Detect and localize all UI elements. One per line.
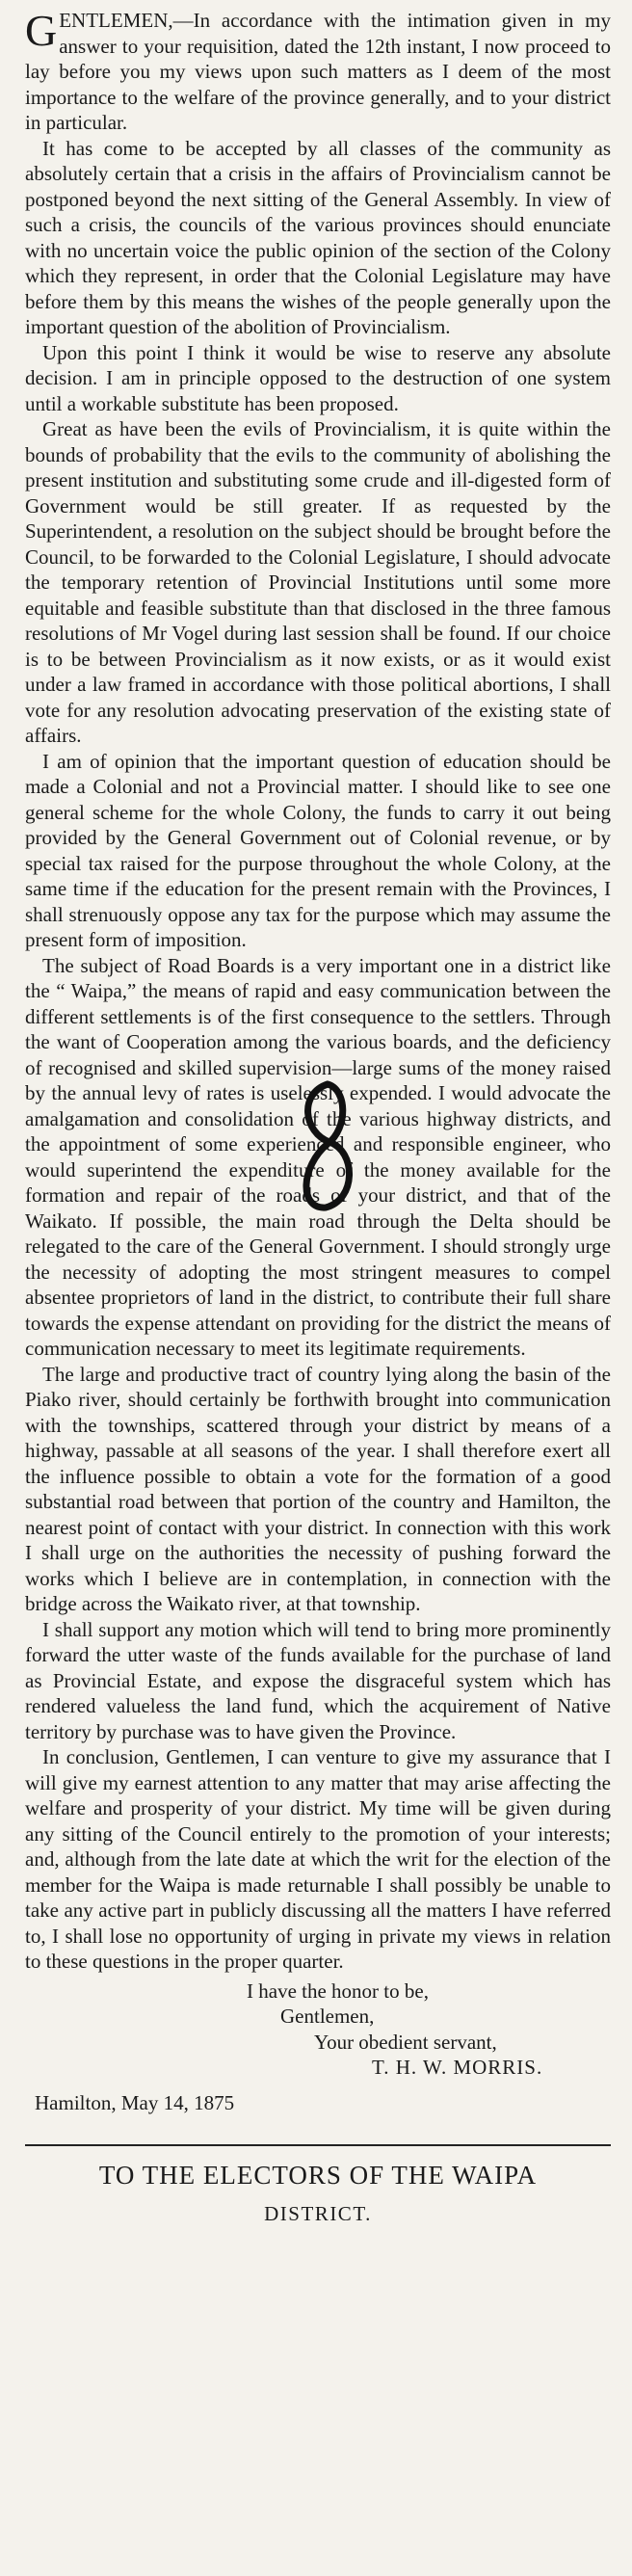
letter-paragraph: GENTLEMEN,—In accordance with the intimation given in my answer to your requisition, dated the 12th instant, I now proceed to lay before you my views upon such matters as I deem of the most importance to the welfare of the province generally, and to your district in particular. — [25, 6, 611, 134]
letter-paragraph: The large and productive tract of country lying along the basin of the Piako river, should certainly be forthwith brought into communication with the townships, scattered through your district by means of a highway, passable at all seasons of the year. I shall therefore exert all the influence possible to obtain a vote for the formation of a good substantial road between that portion of the country and Hamilton, the nearest point of contact with your district. In connection with this work I shall urge on the authorities the necessity of pushing forward the works which I believe are in contemplation, in connection with the bridge across the Waikato river, at that township. — [25, 1362, 611, 1615]
column-divider — [25, 2144, 611, 2146]
notice-subheading: DISTRICT. — [264, 2202, 372, 2225]
letter-body — [25, 8, 611, 1975]
closing-servant: Your obedient servant, — [314, 2030, 497, 2054]
letter-paragraph: It has come to be accepted by all classes of the community as absolutely certain that a crisis in the affairs of Provincialism cannot be postponed beyond the next sitting of the General Assembly. In view of such a crisis, the councils of the various provinces should enunciate with no uncertain voice the public opinion of the section of the Colony which they represent, in order that the Colonial Legislature may have before them by this means the wishes of the people generally upon the important question of the abolition of Provincialism. — [25, 136, 611, 338]
letter-paragraph: Upon this point I think it would be wise to reserve any absolute decision. I am in principle opposed to the destruction of one system until a workable substitute has been proposed. — [25, 340, 611, 415]
closing-line: I have the honor to be, — [247, 1978, 429, 2003]
letter-signoff — [25, 1978, 611, 2081]
letter-paragraph: The subject of Road Boards is a very important one in a district like the “ Waipa,” the means of rapid and easy communication between the different settlements is of the first consequence to the settlers. Through the want of Cooperation among the various boards, and the deficiency of recognised and skilled supervision—large sums of the money raised by the annual levy of rates is uselessly expended. I would advocate the amalgamation and consolidation of the various highway districts, and the appointment of some experienced and responsible engineer, who would superintend the expenditure of the money available for the formation and repair of the roads of your district, and that of the Waikato. If possible, the main road through the Delta should be relegated to the care of the General Government. I should strongly urge the necessity of adopting the most stringent measures to compel absentee proprietors of land in the district, to contribute their full share towards the expense attendant on providing for the district the means of communication necessary to meet its legitimate requirements. — [25, 953, 611, 1360]
letter-paragraph: I shall support any motion which will tend to bring more prominently forward the utter waste of the funds available for the purchase of land as Provincial Estate, and expose the disgraceful system which has rendered valueless the land fund, which the acquirement of Native territory by purchase was to have given the Province. — [25, 1617, 611, 1743]
letter-paragraph: Great as have been the evils of Provincialism, it is quite within the bounds of probability that the evils to the community of abolishing the present institution and substituting some crude and ill-digested form of Government would be still greater. If as requested by the Superintendent, a resolution on the subject should be brought before the Council, to be forwarded to the Colonial Legislature, I should advocate the temporary retention of Provincial Institutions until some more equitable and feasible substitute than that disclosed in the three famous resolutions of Mr Vogel during last session shall be found. If our choice is to be between Provincialism as it now exists, or as it would exist under a law framed in accordance with those political abortions, I shall vote for any resolution advocating preservation of the existing state of affairs. — [25, 417, 611, 747]
notice-heading: TO THE ELECTORS OF THE WAIPA — [98, 2161, 538, 2190]
letter-paragraph: In conclusion, Gentlemen, I can venture to give my assurance that I will give my earnest attention to any matter that may arise affecting the welfare and prosperity of your district. My time will be given during any sitting of the Council entirely to the promotion of your interests; and, although from the late date at which the writ for the election of the member for the Waipa is made returnable I shall possibly be unable to take any active part in publicly discussing all the matters I have referred to, I shall lose no opportunity of urging in private my views in relation to these questions in the proper quarter. — [25, 1745, 611, 1973]
dateline: Hamilton, May 14, 1875 — [35, 2090, 235, 2114]
letter-paragraph: I am of opinion that the important question of education should be made a Colonial and not a Provincial matter. I should like to see one general scheme for the whole Colony, the funds to carry it out being provided by the General Government out of Colonial revenue, or by special tax raised for the purpose throughout the whole Colony, at the same time if the education for the present remain with the Provinces, I shall strenuously oppose any tax for the purpose which may assume the present form of imposition. — [25, 749, 611, 951]
signature: T. H. W. MORRIS. — [372, 2056, 543, 2079]
closing-salutation: Gentlemen, — [280, 2005, 375, 2028]
